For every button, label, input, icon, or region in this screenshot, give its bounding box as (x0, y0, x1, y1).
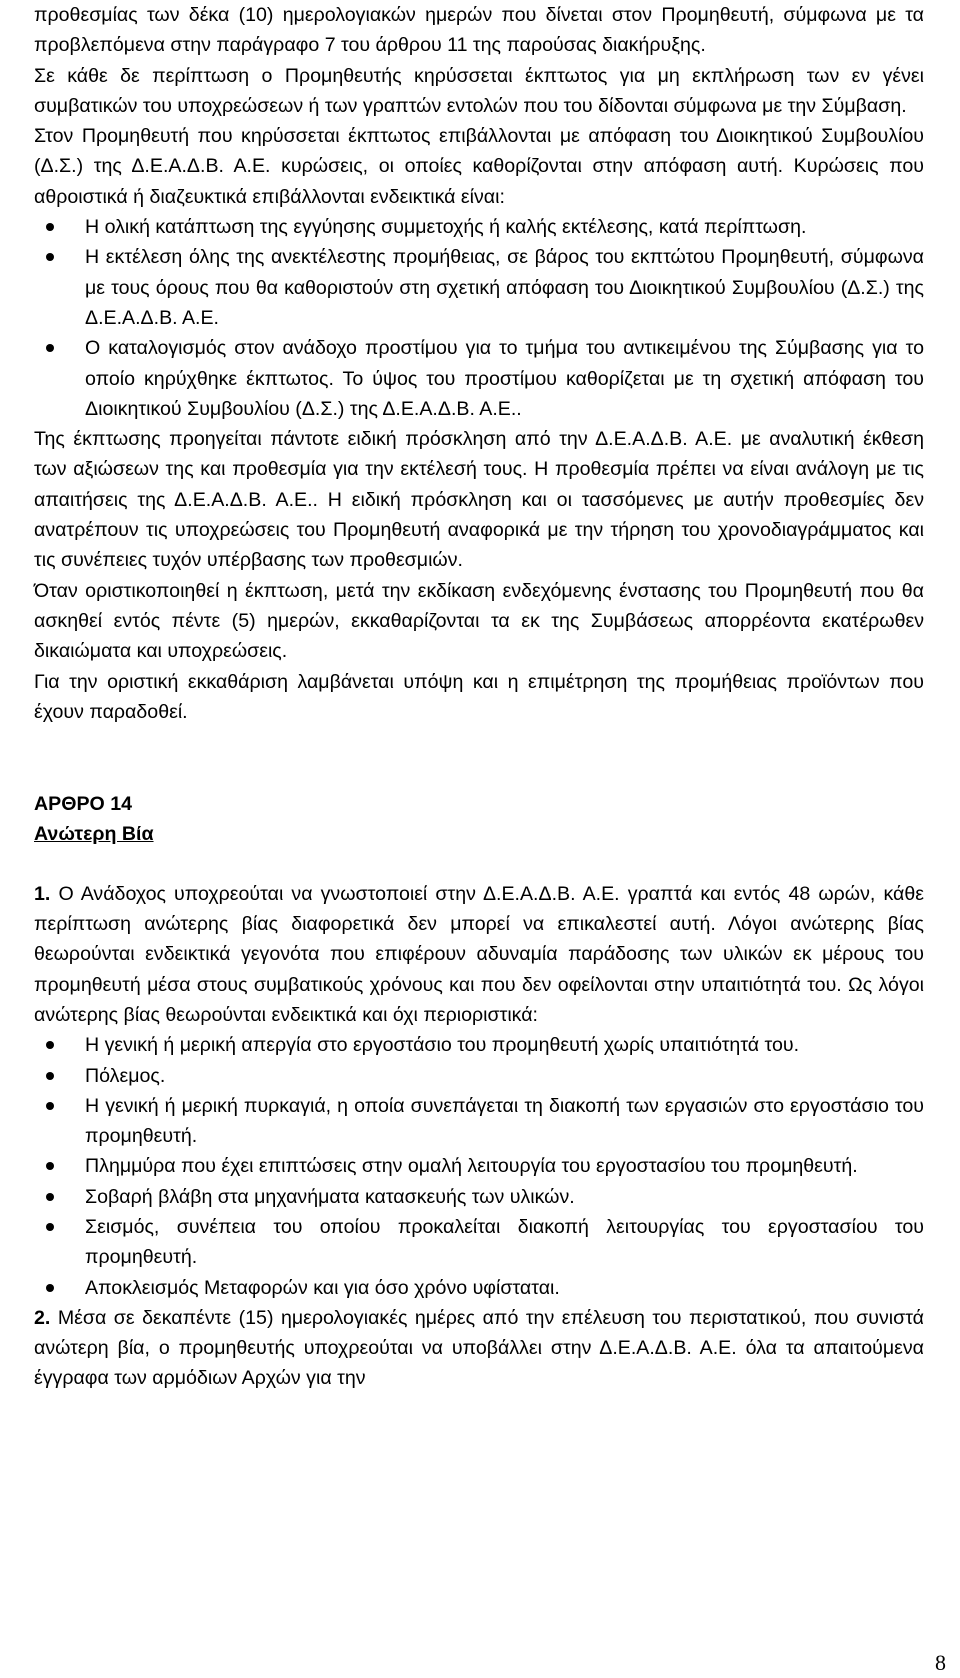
article-subheading-line (34, 819, 924, 849)
list-item-text: Πλημμύρα που έχει επιπτώσεις στην ομαλή λειτουργία του εργοστασίου του προμηθευτή. (85, 1155, 858, 1178)
list-item (34, 333, 924, 424)
paragraph-special-invitation: Της έκπτωσης προηγείται πάντοτε ειδική πρόσκληση από την Δ.Ε.Α.Δ.Β. Α.Ε. με αναλυτική έκθεση των αξιώσεων της και προθεσμία για την εκτέλεσή τους. Η προθεσμία πρέπει να είναι ανάλογη με τις απαιτήσεις της Δ.Ε.Α.Δ.Β. Α.Ε.. Η ειδική πρόσκληση και οι τασσόμενες με αυτήν προθεσμίες δεν ανατρέπουν τις υποχρεώσεις του Προμηθευτή αναφορικά με την τήρηση του χρονοδιαγράμματος και τις συνέπειες τυχόν υπέρβασης των προθεσμιών. (34, 428, 924, 572)
bullet-icon (46, 1041, 54, 1049)
list-item-text: Σεισμός, συνέπεια του οποίου προκαλείται διακοπή λειτουργίας του εργοστασίου του προμηθευτή. (85, 1215, 924, 1269)
clause-text: Ο Ανάδοχος υποχρεούται να γνωστοποιεί στην Δ.Ε.Α.Δ.Β. Α.Ε. γραπτά και εντός 48 ωρών, κάθε περίπτωση ανώτερης βίας διαφορετικά δεν μπορεί να επικαλεστεί αυτή. Λόγοι ανώτερης βίας θεωρούνται ενδεικτικά γεγονότα που επιφέρουν αδυναμία παράδοσης των υλικών εκ μέρους του προμηθευτή μέσα στους συμβατικούς χρόνους και που δεν οφείλονται στην υπαιτιότητά του. Ως λόγοι ανώτερης βίας θεωρούνται ενδεικτικά και όχι περιοριστικά: (34, 882, 924, 1026)
list-item-text: Η ολική κατάπτωση της εγγύησης συμμετοχής ή καλής εκτέλεσης, κατά περίπτωση. (85, 216, 807, 239)
bullet-icon (46, 1072, 54, 1080)
spacer (34, 850, 924, 879)
list-item (34, 1091, 924, 1152)
list-item-text: Ο καταλογισμός στον ανάδοχο προστίμου για το τμήμα του αντικειμένου της Σύμβασης για το οποίο κηρύχθηκε έκπτωτος. Το ύψος του προστίμου καθορίζεται με τη σχετική απόφαση του Διοικητικού Συμβουλίου (Δ.Σ.) της Δ.Ε.Α.Δ.Β. Α.Ε.. (85, 337, 924, 420)
paragraph-finalization: Όταν οριστικοποιηθεί η έκπτωση, μετά την εκδίκαση ενδεχόμενης ένστασης του Προμηθευτή που θα ασκηθεί εντός πέντε (5) ημερών, εκκαθαρίζονται τα εκ της Συμβάσεως απορρέοντα εκατέρωθεν δικαιώματα και υποχρεώσεις. (34, 579, 924, 663)
bullet-icon (46, 1284, 54, 1292)
list-item (34, 1151, 924, 1181)
clause-1 (34, 879, 924, 1030)
bullet-icon (46, 1102, 54, 1110)
list-item (34, 1182, 924, 1212)
bullet-icon (46, 1162, 54, 1170)
bullet-icon (46, 223, 54, 231)
force-majeure-list (34, 1030, 924, 1303)
list-item (34, 1273, 924, 1303)
list-item (34, 212, 924, 242)
list-item-text: Η γενική ή μερική πυρκαγιά, η οποία συνεπάγεται τη διακοπή των εργασιών στο εργοστάσιο του προμηθευτή. (85, 1094, 924, 1148)
bullet-icon (46, 253, 54, 261)
article-subheading: Ανώτερη Βία (34, 823, 154, 846)
page-number: 8 (935, 1649, 946, 1675)
paragraph-forfeiture: Σε κάθε δε περίπτωση ο Προμηθευτής κηρύσσεται έκπτωτος για μη εκπλήρωση των εν γένει συμβατικών του υποχρεώσεων ή των γραπτών εντολών που του δίδονται σύμφωνα με την Σύμβαση. (34, 64, 924, 117)
bullet-icon (46, 344, 54, 352)
sanctions-list (34, 212, 924, 424)
spacer (34, 727, 924, 789)
clause-2 (34, 1303, 924, 1394)
list-item (34, 1061, 924, 1091)
paragraph-settlement: Για την οριστική εκκαθάριση λαμβάνεται υπόψη και η επιμέτρηση της προμήθειας προϊόντων που έχουν παραδοθεί. (34, 670, 924, 723)
list-item-text: Η γενική ή μερική απεργία στο εργοστάσιο του προμηθευτή χωρίς υπαιτιότητά του. (85, 1034, 800, 1057)
bullet-icon (46, 1193, 54, 1201)
bullet-icon (46, 1223, 54, 1231)
paragraph-sanctions-intro: Στον Προμηθευτή που κηρύσσεται έκπτωτος επιβάλλονται με απόφαση του Διοικητικού Συμβουλίου (Δ.Σ.) της Δ.Ε.Α.Δ.Β. Α.Ε. κυρώσεις, οι οποίες καθορίζονται στην απόφαση αυτή. Κυρώσεις που αθροιστικά ή διαζευκτικά επιβάλλονται ενδεικτικά είναι: (34, 125, 924, 208)
paragraph-deadline-continuation: προθεσμίας των δέκα (10) ημερολογιακών ημερών που δίνεται στον Προμηθευτή, σύμφωνα με τα προβλεπόμενα στην παράγραφο 7 του άρθρου 11 της παρούσας διακήρυξης. (34, 4, 924, 57)
list-item (34, 1212, 924, 1273)
clause-number: 1. (34, 882, 51, 905)
list-item-text: Η εκτέλεση όλης της ανεκτέλεστης προμήθειας, σε βάρος του εκπτώτου Προμηθευτή, σύμφωνα με τους όρους που θα καθοριστούν στη σχετική απόφαση του Διοικητικού Συμβουλίου (Δ.Σ.) της Δ.Ε.Α.Δ.Β. Α.Ε. (85, 246, 924, 329)
list-item (34, 242, 924, 333)
article-heading: ΑΡΘΡΟ 14 (34, 793, 133, 816)
clause-text: Μέσα σε δεκαπέντε (15) ημερολογιακές ημέρες από την επέλευση του περιστατικού, που συνιστά ανώτερη βία, ο προμηθευτής υποχρεούται να υποβάλλει στην Δ.Ε.Α.Δ.Β. Α.Ε. όλα τα απαιτούμενα έγγραφα των αρμόδιων Αρχών για την (34, 1306, 924, 1390)
clause-number: 2. (34, 1306, 51, 1329)
list-item-text: Σοβαρή βλάβη στα μηχανήματα κατασκευής των υλικών. (85, 1185, 575, 1208)
list-item-text: Αποκλεισμός Μεταφορών και για όσο χρόνο υφίσταται. (85, 1276, 560, 1299)
list-item (34, 1030, 924, 1060)
list-item-text: Πόλεμος. (85, 1064, 166, 1087)
